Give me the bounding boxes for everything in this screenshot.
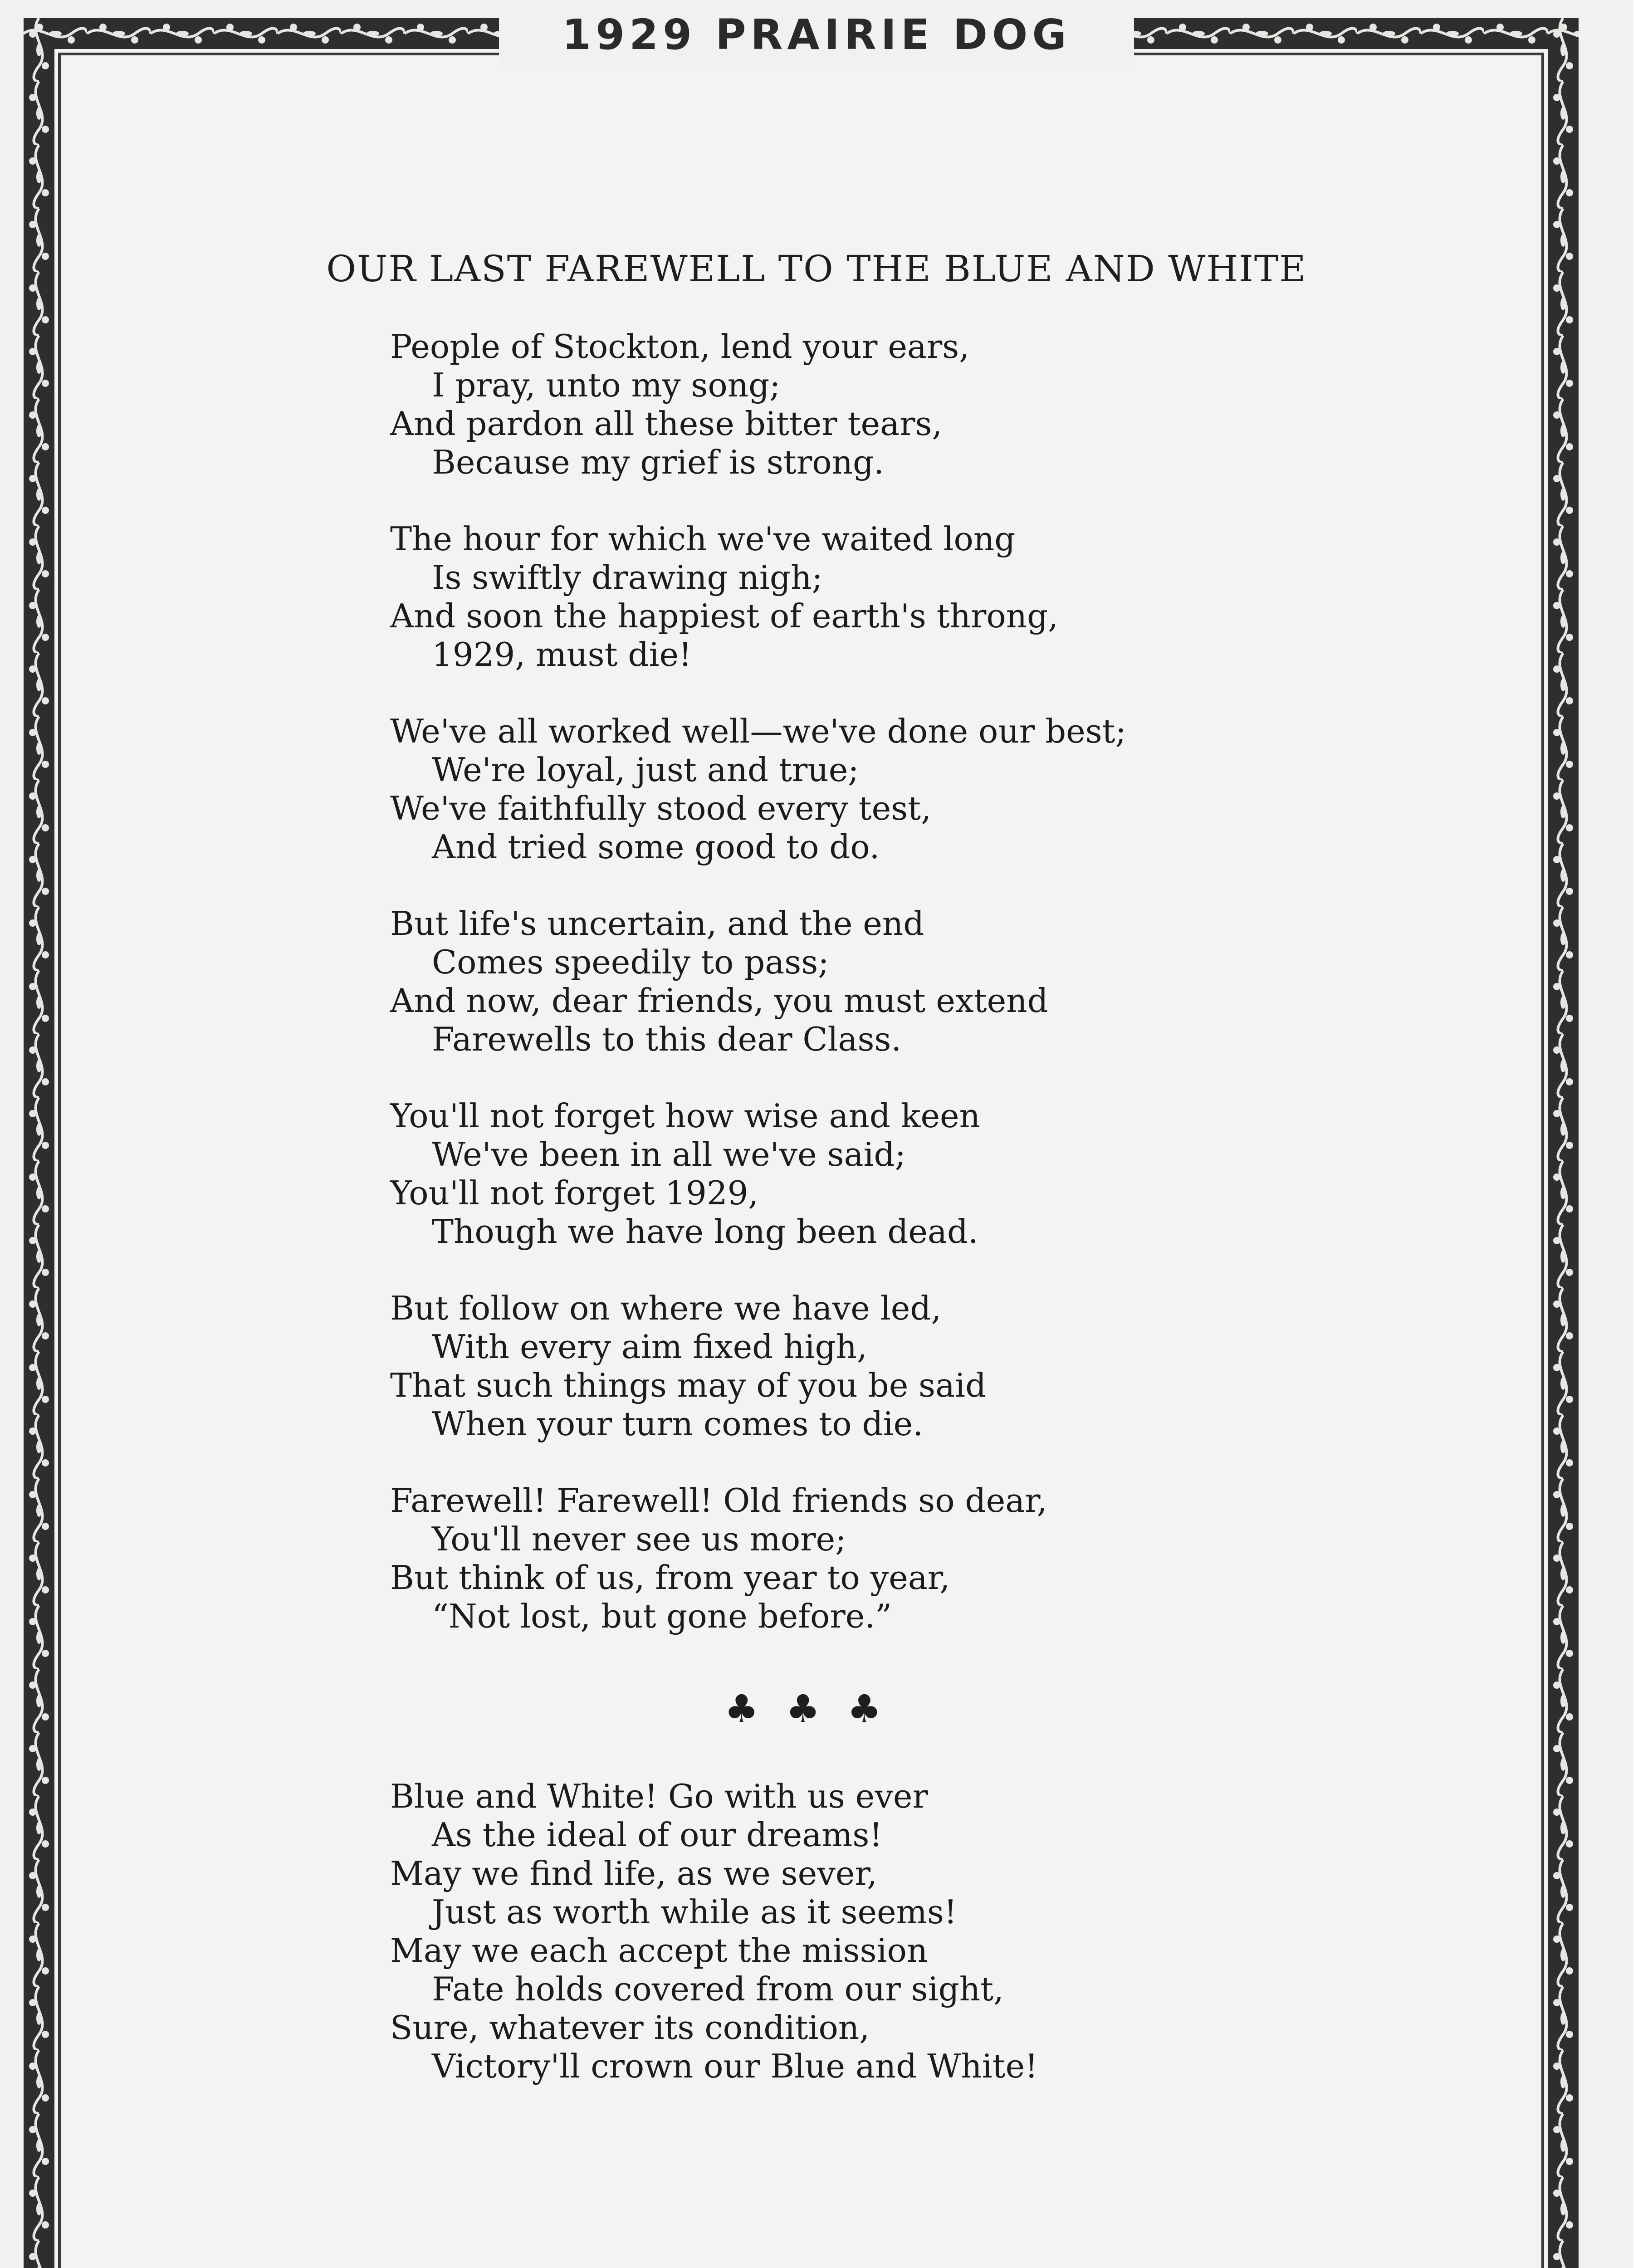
poem-line: May we each accept the mission: [390, 1931, 928, 1970]
page-header-title: 1929 PRAIRIE DOG: [562, 10, 1071, 59]
poem-line: With every aim fixed high,: [432, 1328, 867, 1366]
poem-line: Just as worth while as it seems!: [432, 1893, 957, 1931]
poem-line: But follow on where we have led,: [390, 1289, 942, 1327]
poem-line: Is swiftly drawing nigh;: [432, 558, 823, 596]
poem-line: Because my grief is strong.: [432, 443, 884, 481]
poem-line: “Not lost, but gone before.”: [432, 1597, 892, 1635]
poem-line: Blue and White! Go with us ever: [390, 1777, 928, 1815]
poem-line: As the ideal of our dreams!: [432, 1816, 883, 1854]
poem-line: We've been in all we've said;: [432, 1135, 906, 1173]
poem-line: You'll not forget 1929,: [390, 1174, 759, 1212]
stanza: [390, 1289, 1524, 1443]
poem-line: We're loyal, just and true;: [432, 751, 859, 789]
stanza: [390, 1481, 1524, 1636]
poem-line: When your turn comes to die.: [432, 1405, 924, 1443]
poem-line: Fate holds covered from our sight,: [432, 1970, 1004, 2008]
poem-line: But think of us, from year to year,: [390, 1559, 950, 1597]
stanza: [390, 712, 1524, 866]
closing-verse: [390, 1777, 1524, 2086]
border-vine-left: [24, 18, 54, 2268]
poem-line: The hour for which we've waited long: [390, 520, 1016, 558]
poem-line: I pray, unto my song;: [432, 366, 781, 404]
poem-line: Farewells to this dear Class.: [432, 1020, 902, 1058]
border-vine-right: [1548, 18, 1579, 2268]
poem-line: Though we have long been dead.: [432, 1212, 978, 1251]
poem-title: OUR LAST FAREWELL TO THE BLUE AND WHITE: [326, 248, 1307, 290]
poem-line: We've faithfully stood every test,: [390, 789, 931, 827]
stanza: [390, 520, 1524, 674]
poem-line: And tried some good to do.: [432, 828, 880, 866]
poem-line: Victory'll crown our Blue and White!: [432, 2047, 1038, 2085]
stanza: [390, 904, 1524, 1059]
poem-line: And now, dear friends, you must extend: [390, 982, 1048, 1020]
poem-body: [390, 327, 1524, 1674]
poem-line: People of Stockton, lend your ears,: [390, 327, 970, 366]
poem-line: But life's uncertain, and the end: [390, 904, 924, 943]
poem-line: 1929, must die!: [432, 635, 692, 674]
poem-line: And pardon all these bitter tears,: [390, 405, 943, 443]
poem-line: Comes speedily to pass;: [432, 943, 829, 981]
poem-line: That such things may of you be said: [390, 1366, 987, 1404]
poem-line: And soon the happiest of earth's throng,: [390, 597, 1059, 635]
poem-line: Farewell! Farewell! Old friends so dear,: [390, 1481, 1047, 1520]
poem-line: You'll not forget how wise and keen: [390, 1097, 981, 1135]
stanza: [390, 327, 1524, 482]
stanza: [390, 1097, 1524, 1251]
poem-line: Sure, whatever its condition,: [390, 2009, 870, 2047]
poem-line: We've all worked well—we've done our best;: [390, 712, 1126, 750]
club-ornament-divider: ♣♣♣: [724, 1686, 909, 1731]
poem-line: You'll never see us more;: [432, 1520, 846, 1558]
poem-line: May we find life, as we sever,: [390, 1854, 877, 1892]
